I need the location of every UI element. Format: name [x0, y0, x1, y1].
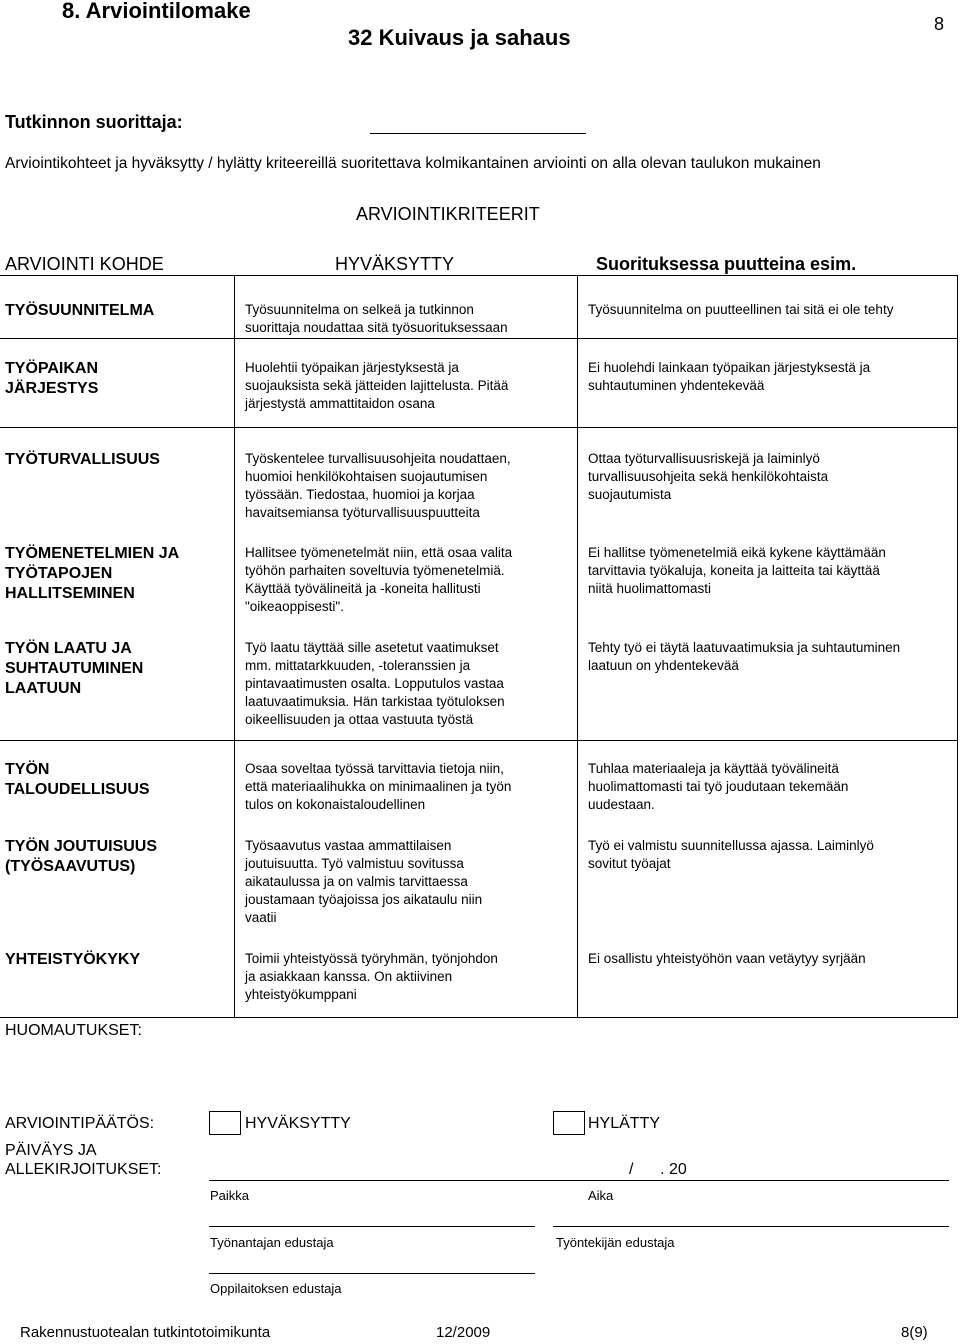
row-approved-tyoturvallisuus: Työskentelee turvallisuusohjeita noudattaen, huomioi henkilökohtaisen suojautumisen työssään. Tiedostaa, huomioi ja korjaa havaitsemiansa työturvallisuuspuutteita	[245, 451, 511, 520]
section-heading: 8. Arviointilomake	[62, 0, 251, 23]
row-approved-tyon-laatu: Työ laatu täyttää sille asetetut vaatimukset mm. mittatarkkuuden, -toleranssien ja pintavaatimusten osalta. Lopputulos vastaa laatuvaatimuksia. Hän tarkistaa työtuloksen oikeellisuuden ja ottaa vastuuta työstä	[245, 640, 505, 727]
row-divider	[0, 740, 958, 741]
employee-signature-line[interactable]	[553, 1226, 949, 1227]
footer-page: 8(9)	[901, 1324, 928, 1341]
employer-signature-line[interactable]	[209, 1226, 535, 1227]
employee-rep-caption: Työntekijän edustaja	[556, 1235, 675, 1250]
row-target-taloudellisuus: TYÖN TALOUDELLISUUS	[5, 761, 150, 798]
column-target: ARVIOINTI KOHDE	[5, 254, 164, 274]
page-title: 32 Kuivaus ja sahaus	[348, 25, 571, 50]
row-target-tyomenetelmat: TYÖMENETELMIEN JA TYÖTAPOJEN HALLITSEMINEN	[5, 545, 180, 602]
row-target-tyon-laatu: TYÖN LAATU JA SUHTAUTUMINEN LAATUUN	[5, 640, 144, 697]
row-approved-tyosuunnitelma: Työsuunnitelma on selkeä ja tutkinnon suorittaja noudattaa sitä työsuorituksessaan	[245, 302, 508, 335]
rejected-checkbox[interactable]	[553, 1111, 585, 1135]
approved-checkbox-label: HYVÄKSYTTY	[245, 1115, 351, 1132]
candidate-label: Tutkinnon suorittaja:	[5, 112, 183, 132]
criteria-title: ARVIOINTIKRITEERIT	[356, 204, 540, 224]
date-field: / . 20	[629, 1161, 687, 1178]
row-approved-taloudellisuus: Osaa soveltaa työssä tarvittavia tietoja niin, että materiaalihukka on minimaalinen ja työn tulos on kokonaistaloudellinen	[245, 761, 512, 812]
row-approved-tyomenetelmat: Hallitsee työmenetelmät niin, että osaa valita työhön parhaiten soveltuvia työmenetelmiä. Käyttää työvälineitä ja -koneita hallitusti "oikeaoppisesti".	[245, 545, 513, 614]
row-deficiency-tyon-laatu: Tehty työ ei täytä laatuvaatimuksia ja suhtautuminen laatuun on yhdentekevää	[588, 640, 901, 673]
remarks-label: HUOMAUTUKSET:	[5, 1022, 142, 1039]
time-caption: Aika	[588, 1188, 614, 1203]
place-caption: Paikka	[210, 1188, 250, 1203]
row-target-tyopaikan-jarjestys: TYÖPAIKAN JÄRJESTYS	[5, 360, 99, 397]
row-deficiency-joutuisuus: Työ ei valmistu suunnitellussa ajassa. Laiminlyö sovitut työajat	[588, 838, 874, 871]
row-target-tyosuunnitelma: TYÖSUUNNITELMA	[5, 302, 155, 319]
row-deficiency-tyopaikan-jarjestys: Ei huolehdi lainkaan työpaikan järjestyksestä ja suhtautuminen yhdentekevää	[588, 360, 871, 393]
table-bottom-border	[0, 1017, 958, 1018]
row-deficiency-tyosuunnitelma: Työsuunnitelma on puutteellinen tai sitä ei ole tehty	[588, 302, 894, 317]
row-deficiency-yhteistyokyky: Ei osallistu yhteistyöhön vaan vetäytyy syrjään	[588, 951, 866, 966]
row-divider	[0, 427, 958, 428]
row-approved-tyopaikan-jarjestys: Huolehtii työpaikan järjestyksestä ja suojauksista sekä jätteiden lajittelusta. Pitää järjestystä ammattitaidon osana	[245, 360, 509, 411]
table-right-border	[957, 275, 958, 1017]
row-target-yhteistyokyky: YHTEISTYÖKYKY	[5, 951, 141, 968]
employer-rep-caption: Työnantajan edustaja	[210, 1235, 334, 1250]
row-approved-yhteistyokyky: Toimii yhteistyössä työryhmän, työnjohdon ja asiakkaan kanssa. On aktiivinen yhteistyökumppani	[245, 951, 498, 1002]
footer-org: Rakennustuotealan tutkintotoimikunta	[20, 1324, 271, 1341]
school-rep-caption: Oppilaitoksen edustaja	[210, 1281, 342, 1296]
row-deficiency-taloudellisuus: Tuhlaa materiaaleja ja käyttää työvälineitä huolimattomasti tai työ joudutaan tekemään uudestaan.	[588, 761, 849, 812]
row-target-tyoturvallisuus: TYÖTURVALLISUUS	[5, 451, 160, 468]
decision-label: ARVIOINTIPÄÄTÖS:	[5, 1115, 155, 1132]
row-deficiency-tyoturvallisuus: Ottaa työturvallisuusriskejä ja laiminlyö turvallisuusohjeita sekä henkilökohtaista suojautumista	[588, 451, 829, 502]
column-divider	[577, 275, 578, 1017]
school-signature-line[interactable]	[209, 1273, 535, 1274]
approved-checkbox[interactable]	[209, 1111, 241, 1135]
column-deficiency: Suorituksessa puutteina esim.	[596, 254, 857, 274]
footer-date: 12/2009	[436, 1324, 491, 1341]
row-divider	[0, 338, 958, 339]
candidate-name-line[interactable]	[370, 133, 586, 134]
rejected-checkbox-label: HYLÄTTY	[588, 1115, 661, 1132]
signatures-label: PÄIVÄYS JA ALLEKIRJOITUKSET:	[5, 1142, 162, 1178]
column-divider	[234, 275, 235, 1017]
row-approved-joutuisuus: Työsaavutus vastaa ammattilaisen joutuisuutta. Työ valmistuu sovitussa aikataulussa ja on valmis tarvittaessa joustamaan työajoissa jos aikataulu niin vaatii	[245, 838, 483, 925]
row-deficiency-tyomenetelmat: Ei hallitse työmenetelmiä eikä kykene käyttämään tarvittavia työkaluja, koneita ja laitteita tai käyttää niitä huolimattomasti	[588, 545, 886, 596]
page-number: 8	[934, 14, 945, 34]
column-approved: HYVÄKSYTTY	[335, 254, 455, 274]
table-top-border	[0, 275, 958, 276]
intro-text: Arviointikohteet ja hyväksytty / hylätty kriteereillä suoritettava kolmikantainen arviointi on alla olevan taulukon mukainen	[5, 155, 821, 172]
place-date-line[interactable]	[209, 1180, 949, 1181]
row-target-joutuisuus: TYÖN JOUTUISUUS (TYÖSAAVUTUS)	[5, 838, 158, 875]
